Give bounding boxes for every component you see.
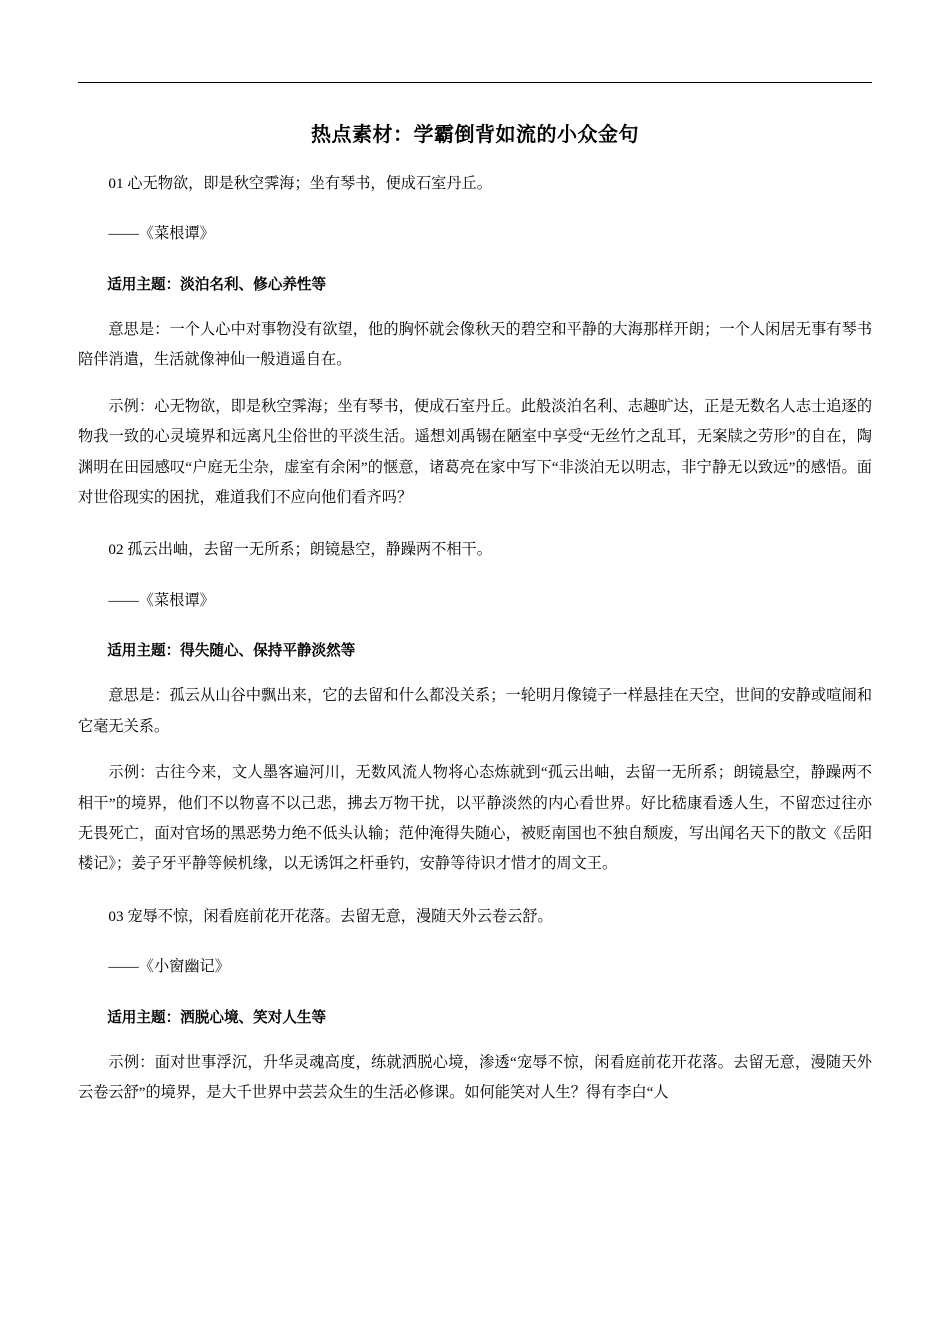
source-02: ——《菜根谭》	[108, 591, 215, 609]
meaning-01: 意思是：一个人心中对事物没有欲望，他的胸怀就会像秋天的碧空和平静的大海那样开朗；一个人闲居无事有琴书陪伴消遣，生活就像神仙一般逍遥自在。	[78, 321, 872, 369]
theme-01: 适用主题：淡泊名利、修心养性等	[107, 275, 327, 293]
page-title: 热点素材：学霸倒背如流的小众金句	[311, 122, 639, 146]
source-03: ——《小窗幽记》	[108, 958, 230, 976]
meaning-02: 意思是：孤云从山谷中飘出来，它的去留和什么都没关系；一轮明月像镜子一样悬挂在天空，世间的安静或喧闹和它毫无关系。	[78, 687, 872, 735]
example-03: 示例：面对世事浮沉，升华灵魂高度，练就洒脱心境，渗透“宠辱不惊，闲看庭前花开花落。去留无意，漫随天外云卷云舒”的境界，是大千世界中芸芸众生的生活必修课。如何能笑对人生？得有李白“人	[78, 1053, 872, 1102]
header-divider	[78, 82, 872, 83]
theme-03: 适用主题：洒脱心境、笑对人生等	[107, 1008, 327, 1026]
example-01: 示例：心无物欲，即是秋空霁海；坐有琴书，便成石室丹丘。此般淡泊名利、志趣旷达，正是无数名人志士追逐的物我一致的心灵境界和远离凡尘俗世的平淡生活。遥想刘禹锡在陋室中享受“无丝竹之乱耳，无案牍之劳形”的自在，陶渊明在田园感叹“户庭无尘杂，虚室有余闲”的惬意，诸葛亮在家中写下“非淡泊无以明志，非宁静无以致远”的感悟。面对世俗现实的困扰，难道我们不应向他们看齐吗？	[78, 397, 872, 507]
quote-01: 01 心无物欲，即是秋空霁海；坐有琴书，便成石室丹丘。	[108, 175, 492, 192]
document-content	[78, 0, 872, 1109]
source-01: ——《菜根谭》	[108, 225, 215, 243]
example-02: 示例：古往今来，文人墨客遍河川，无数风流人物将心态炼就到“孤云出岫，去留一无所系；朗镜悬空，静躁两不相干”的境界，他们不以物喜不以己悲，拂去万物干扰，以平静淡然的内心看世界。好比嵇康看透人生，不留恋过往亦无畏死亡，面对官场的黑恶势力绝不低头认输；范仲淹得失随心，被贬南国也不独自颓废，写出闻名天下的散文《岳阳楼记》；姜子牙平静等候机缘，以无诱饵之杆垂钓，安静等待识才惜才的周文王。	[78, 764, 872, 873]
quote-02: 02 孤云出岫，去留一无所系；朗镜悬空，静躁两不相干。	[108, 541, 492, 559]
quote-03: 03 宠辱不惊，闲看庭前花开花落。去留无意，漫随天外云卷云舒。	[108, 907, 553, 925]
theme-02: 适用主题：得失随心、保持平静淡然等	[107, 642, 356, 660]
